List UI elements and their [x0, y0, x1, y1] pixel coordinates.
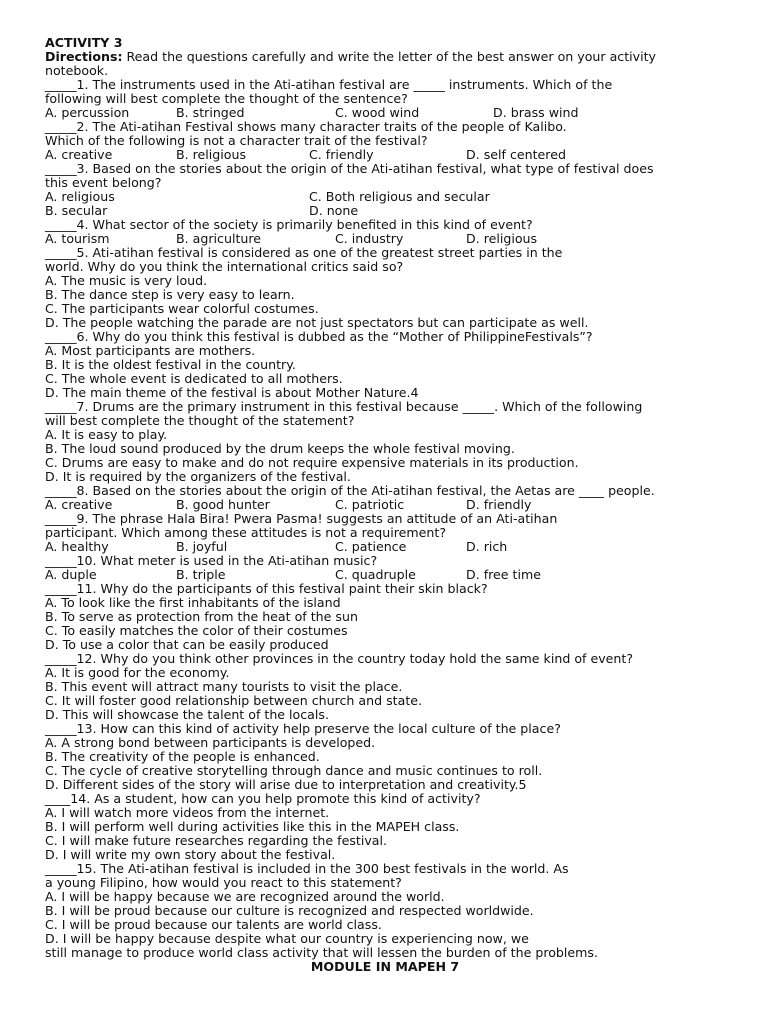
option-b: B. To serve as protection from the heat of the sun: [45, 609, 358, 624]
activity-title: ACTIVITY 3: [45, 35, 123, 50]
question-7-stem: _____7. Drums are the primary instrument in this festival because _____. Which of the following: [45, 399, 643, 414]
option-c: C. Both religious and secular: [309, 189, 490, 204]
question-4-options: [45, 232, 725, 246]
option-c: C. The cycle of creative storytelling through dance and music continues to roll.: [45, 763, 543, 778]
option-a: A. It is easy to play.: [45, 427, 168, 442]
question-1-options: [45, 106, 725, 120]
option-d-cont: still manage to produce world class activity that will lessen the burden of the problems.: [45, 945, 598, 960]
question-12-stem: _____12. Why do you think other provinces in the country today hold the same kind of event?: [45, 651, 634, 666]
option-b: B. The loud sound produced by the drum keeps the whole festival moving.: [45, 441, 515, 456]
option-d: D. The main theme of the festival is about Mother Nature.4: [45, 385, 419, 400]
question-4-stem: _____4. What sector of the society is primarily benefited in this kind of event?: [45, 217, 533, 232]
question-14-stem: ____14. As a student, how can you help promote this kind of activity?: [45, 791, 481, 806]
question-3-options-row1: [45, 190, 725, 204]
directions-label: Directions:: [45, 49, 123, 64]
option-c: C. friendly: [309, 147, 374, 162]
directions-text: Read the questions carefully and write the letter of the best answer on your activity: [122, 49, 657, 64]
option-d: D. rich: [466, 539, 508, 554]
option-c: C. The whole event is dedicated to all mothers.: [45, 371, 343, 386]
question-1-stem: _____1. The instruments used in the Ati-atihan festival are _____ instruments. Which of the: [45, 77, 613, 92]
option-c: C. quadruple: [335, 567, 416, 582]
option-d: D. I will be happy because despite what our country is experiencing now, we: [45, 931, 529, 946]
option-a: A. Most participants are mothers.: [45, 343, 256, 358]
option-d: D. religious: [466, 231, 538, 246]
option-d: D. To use a color that can be easily produced: [45, 637, 329, 652]
option-c: C. It will foster good relationship between church and state.: [45, 693, 423, 708]
question-15-stem-cont: a young Filipino, how would you react to this statement?: [45, 875, 402, 890]
option-a: A. religious: [45, 189, 115, 204]
question-10-options: [45, 568, 725, 582]
option-a: A. duple: [45, 567, 97, 582]
option-c: C. I will make future researches regarding the festival.: [45, 833, 387, 848]
option-b: B. The creativity of the people is enhanced.: [45, 749, 320, 764]
option-d: D. I will write my own story about the festival.: [45, 847, 336, 862]
option-b: B. religious: [176, 147, 247, 162]
option-a: A. healthy: [45, 539, 109, 554]
question-8-stem: _____8. Based on the stories about the origin of the Ati-atihan festival, the Aetas are ____ people.: [45, 483, 655, 498]
option-a: A. tourism: [45, 231, 110, 246]
question-2-stem-cont: Which of the following is not a character trait of the festival?: [45, 133, 428, 148]
question-6-stem: _____6. Why do you think this festival is dubbed as the “Mother of PhilippineFestivals”?: [45, 329, 593, 344]
option-d: D. It is required by the organizers of the festival.: [45, 469, 351, 484]
option-a: A. The music is very loud.: [45, 273, 208, 288]
directions-continued: notebook.: [45, 63, 109, 78]
question-8-options: [45, 498, 725, 512]
option-a: A. A strong bond between participants is developed.: [45, 735, 376, 750]
option-c: C. I will be proud because our talents are world class.: [45, 917, 382, 932]
option-d: D. self centered: [466, 147, 566, 162]
question-11-stem: _____11. Why do the participants of this festival paint their skin black?: [45, 581, 488, 596]
option-b: B. triple: [176, 567, 226, 582]
question-15-stem: _____15. The Ati-atihan festival is included in the 300 best festivals in the world. As: [45, 861, 569, 876]
question-3-stem: _____3. Based on the stories about the origin of the Ati-atihan festival, what type of festival does: [45, 161, 654, 176]
option-c: C. To easily matches the color of their costumes: [45, 623, 348, 638]
option-d: D. free time: [466, 567, 541, 582]
question-7-stem-cont: will best complete the thought of the statement?: [45, 413, 355, 428]
activity-sheet: [45, 36, 725, 974]
option-b: B. stringed: [176, 105, 245, 120]
question-9-options: [45, 540, 725, 554]
option-d: D. Different sides of the story will arise due to interpretation and creativity.5: [45, 777, 527, 792]
option-b: B. joyful: [176, 539, 228, 554]
option-b: B. secular: [45, 203, 108, 218]
directions: [45, 50, 725, 64]
question-5-stem-cont: world. Why do you think the international critics said so?: [45, 259, 404, 274]
option-d: D. friendly: [466, 497, 532, 512]
option-c: C. patience: [335, 539, 407, 554]
option-b: B. The dance step is very easy to learn.: [45, 287, 295, 302]
question-3-options-row2: [45, 204, 725, 218]
module-footer: MODULE IN MAPEH 7: [310, 959, 460, 974]
option-d: D. The people watching the parade are not just spectators but can participate as well.: [45, 315, 589, 330]
question-10-stem: _____10. What meter is used in the Ati-atihan music?: [45, 553, 378, 568]
option-c: C. patriotic: [335, 497, 405, 512]
option-b: B. I will perform well during activities like this in the MAPEH class.: [45, 819, 460, 834]
question-2-options: [45, 148, 725, 162]
option-a: A. It is good for the economy.: [45, 665, 230, 680]
question-3-stem-cont: this event belong?: [45, 175, 162, 190]
option-a: A. I will be happy because we are recognized around the world.: [45, 889, 445, 904]
option-c: C. industry: [335, 231, 404, 246]
option-d: D. This will showcase the talent of the locals.: [45, 707, 329, 722]
option-a: A. percussion: [45, 105, 130, 120]
option-a: A. creative: [45, 497, 113, 512]
option-b: B. agriculture: [176, 231, 262, 246]
question-1-stem-cont: following will best complete the thought of the sentence?: [45, 91, 408, 106]
question-5-stem: _____5. Ati-atihan festival is considered as one of the greatest street parties in the: [45, 245, 563, 260]
option-c: C. The participants wear colorful costumes.: [45, 301, 319, 316]
question-9-stem-cont: participant. Which among these attitudes is not a requirement?: [45, 525, 447, 540]
option-b: B. good hunter: [176, 497, 270, 512]
option-b: B. I will be proud because our culture is recognized and respected worldwide.: [45, 903, 534, 918]
option-c: C. wood wind: [335, 105, 420, 120]
option-b: B. It is the oldest festival in the country.: [45, 357, 296, 372]
option-d: D. none: [309, 203, 359, 218]
option-b: B. This event will attract many tourists to visit the place.: [45, 679, 403, 694]
question-9-stem: _____9. The phrase Hala Bira! Pwera Pasma! suggests an attitude of an Ati-atihan: [45, 511, 558, 526]
option-a: A. To look like the first inhabitants of the island: [45, 595, 341, 610]
option-c: C. Drums are easy to make and do not require expensive materials in its production.: [45, 455, 579, 470]
question-13-stem: _____13. How can this kind of activity help preserve the local culture of the place?: [45, 721, 561, 736]
question-2-stem: _____2. The Ati-atihan Festival shows many character traits of the people of Kalibo.: [45, 119, 567, 134]
option-a: A. I will watch more videos from the internet.: [45, 805, 330, 820]
option-d: D. brass wind: [493, 105, 579, 120]
option-a: A. creative: [45, 147, 113, 162]
